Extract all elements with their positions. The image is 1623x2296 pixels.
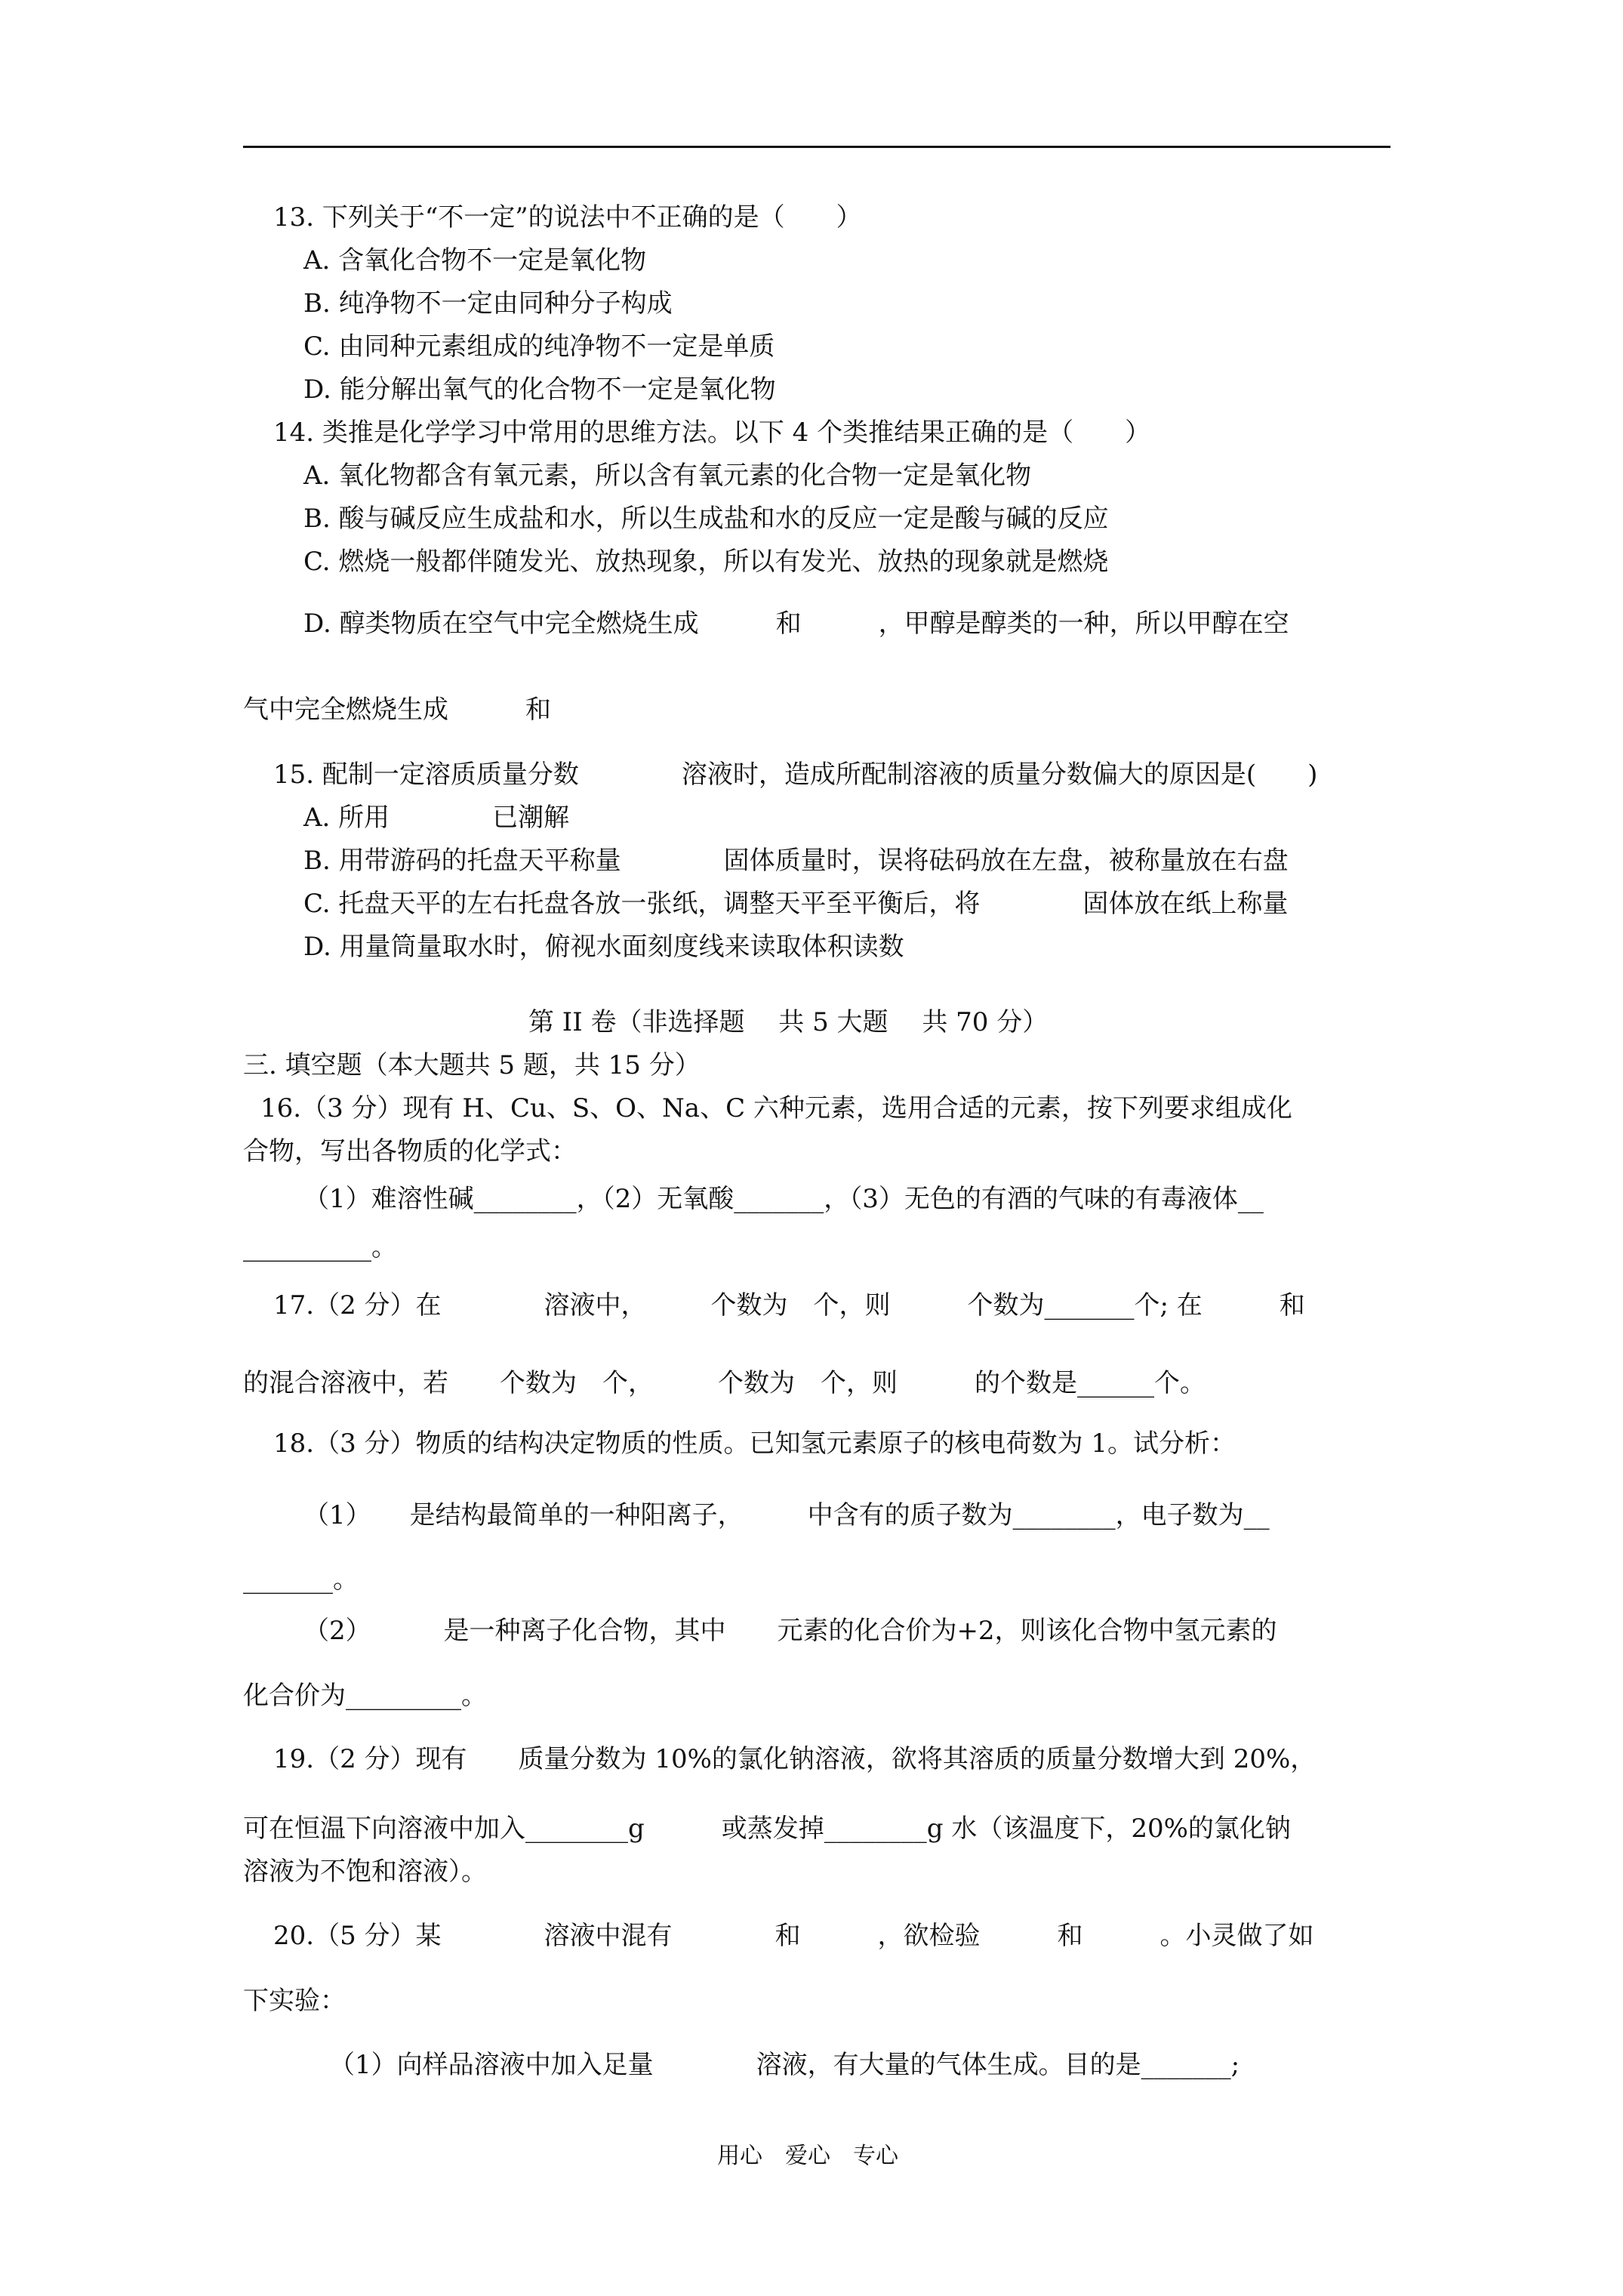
part2-title: 第 II 卷（非选择题 共 5 大题 共 70 分） xyxy=(528,1007,1049,1037)
q18-line4: （2） 是一种离子化合物，其中 元素的化合价为+2，则该化合物中氢元素的 xyxy=(303,1616,1277,1646)
q18-line3: _______。 xyxy=(243,1564,359,1595)
header-rule xyxy=(243,146,1390,148)
q20-line3: （1）向样品溶液中加入足量 溶液，有大量的气体生成。目的是_______; xyxy=(329,2050,1240,2080)
q20-line1: 20.（5 分）某 溶液中混有 和 ，欲检验 和 。小灵做了如 xyxy=(273,1921,1314,1951)
q19-line1: 19.（2 分）现有 质量分数为 10%的氯化钠溶液，欲将其溶质的质量分数增大到 20%， xyxy=(273,1744,1317,1774)
q17-line2: 的混合溶液中，若 个数为 个， 个数为 个，则 的个数是______个。 xyxy=(243,1368,1206,1398)
q16-line4: __________。 xyxy=(243,1232,397,1262)
q17-line1: 17.（2 分）在 溶液中， 个数为 个，则 个数为_______个; 在 和 xyxy=(273,1290,1305,1321)
q14-option-c: C. 燃烧一般都伴随发光、放热现象，所以有发光、放热的现象就是燃烧 xyxy=(303,547,1109,577)
q15-option-a: A. 所用 已潮解 xyxy=(303,803,570,833)
q16-line3: （1）难溶性碱________，（2）无氧酸_______，（3）无色的有酒的气味的有毒液体__ xyxy=(303,1184,1264,1214)
q13-option-d: D. 能分解出氧气的化合物不一定是氧化物 xyxy=(303,374,776,405)
q14-continuation: 气中完全燃烧生成 和 xyxy=(243,695,551,725)
q14-stem: 14. 类推是化学学习中常用的思维方法。以下 4 个类推结果正确的是（ ） xyxy=(273,418,1151,448)
q15-option-c: C. 托盘天平的左右托盘各放一张纸，调整天平至平衡后，将 固体放在纸上称量 xyxy=(303,889,1289,919)
q19-line3: 溶液为不饱和溶液）。 xyxy=(243,1857,487,1887)
section3-title: 三. 填空题（本大题共 5 题，共 15 分） xyxy=(243,1050,701,1080)
q18-line2: （1） 是结构最简单的一种阳离子， 中含有的质子数为________，电子数为__ xyxy=(303,1500,1270,1530)
q18-line1: 18.（3 分）物质的结构决定物质的性质。已知氢元素原子的核电荷数为 1。试分析： xyxy=(273,1428,1236,1459)
q14-option-b: B. 酸与碱反应生成盐和水，所以生成盐和水的反应一定是酸与碱的反应 xyxy=(303,504,1109,534)
q14-option-d: D. 醇类物质在空气中完全燃烧生成 和 ，甲醇是醇类的一种，所以甲醇在空 xyxy=(303,609,1289,639)
q13-option-b: B. 纯净物不一定由同种分子构成 xyxy=(303,288,673,319)
q19-line2: 可在恒温下向溶液中加入________g 或蒸发掉________g 水（该温度下，20%的氯化钠 xyxy=(243,1814,1291,1844)
q14-option-a: A. 氧化物都含有氧元素，所以含有氧元素的化合物一定是氧化物 xyxy=(303,461,1032,491)
q16-line1: 16.（3 分）现有 H、Cu、S、O、Na、C 六种元素，选用合适的元素，按下列要求组成化 xyxy=(260,1093,1292,1123)
q13-option-c: C. 由同种元素组成的纯净物不一定是单质 xyxy=(303,331,775,362)
q20-line2: 下实验： xyxy=(243,1986,346,2016)
q15-option-b: B. 用带游码的托盘天平称量 固体质量时，误将砝码放在左盘，被称量放在右盘 xyxy=(303,846,1289,876)
q16-line2: 合物，写出各物质的化学式： xyxy=(243,1136,577,1166)
q13-stem: 13. 下列关于“不一定”的说法中不正确的是（ ） xyxy=(273,202,862,233)
page-footer: 用心 爱心 专心 xyxy=(717,2143,898,2169)
q13-option-a: A. 含氧化合物不一定是氧化物 xyxy=(303,245,647,276)
q15-stem: 15. 配制一定溶质质量分数 溶液时，造成所配制溶液的质量分数偏大的原因是( ) xyxy=(273,760,1318,790)
q15-option-d: D. 用量筒量取水时，俯视水面刻度线来读取体积读数 xyxy=(303,932,904,962)
q18-line5: 化合价为_________。 xyxy=(243,1681,487,1711)
